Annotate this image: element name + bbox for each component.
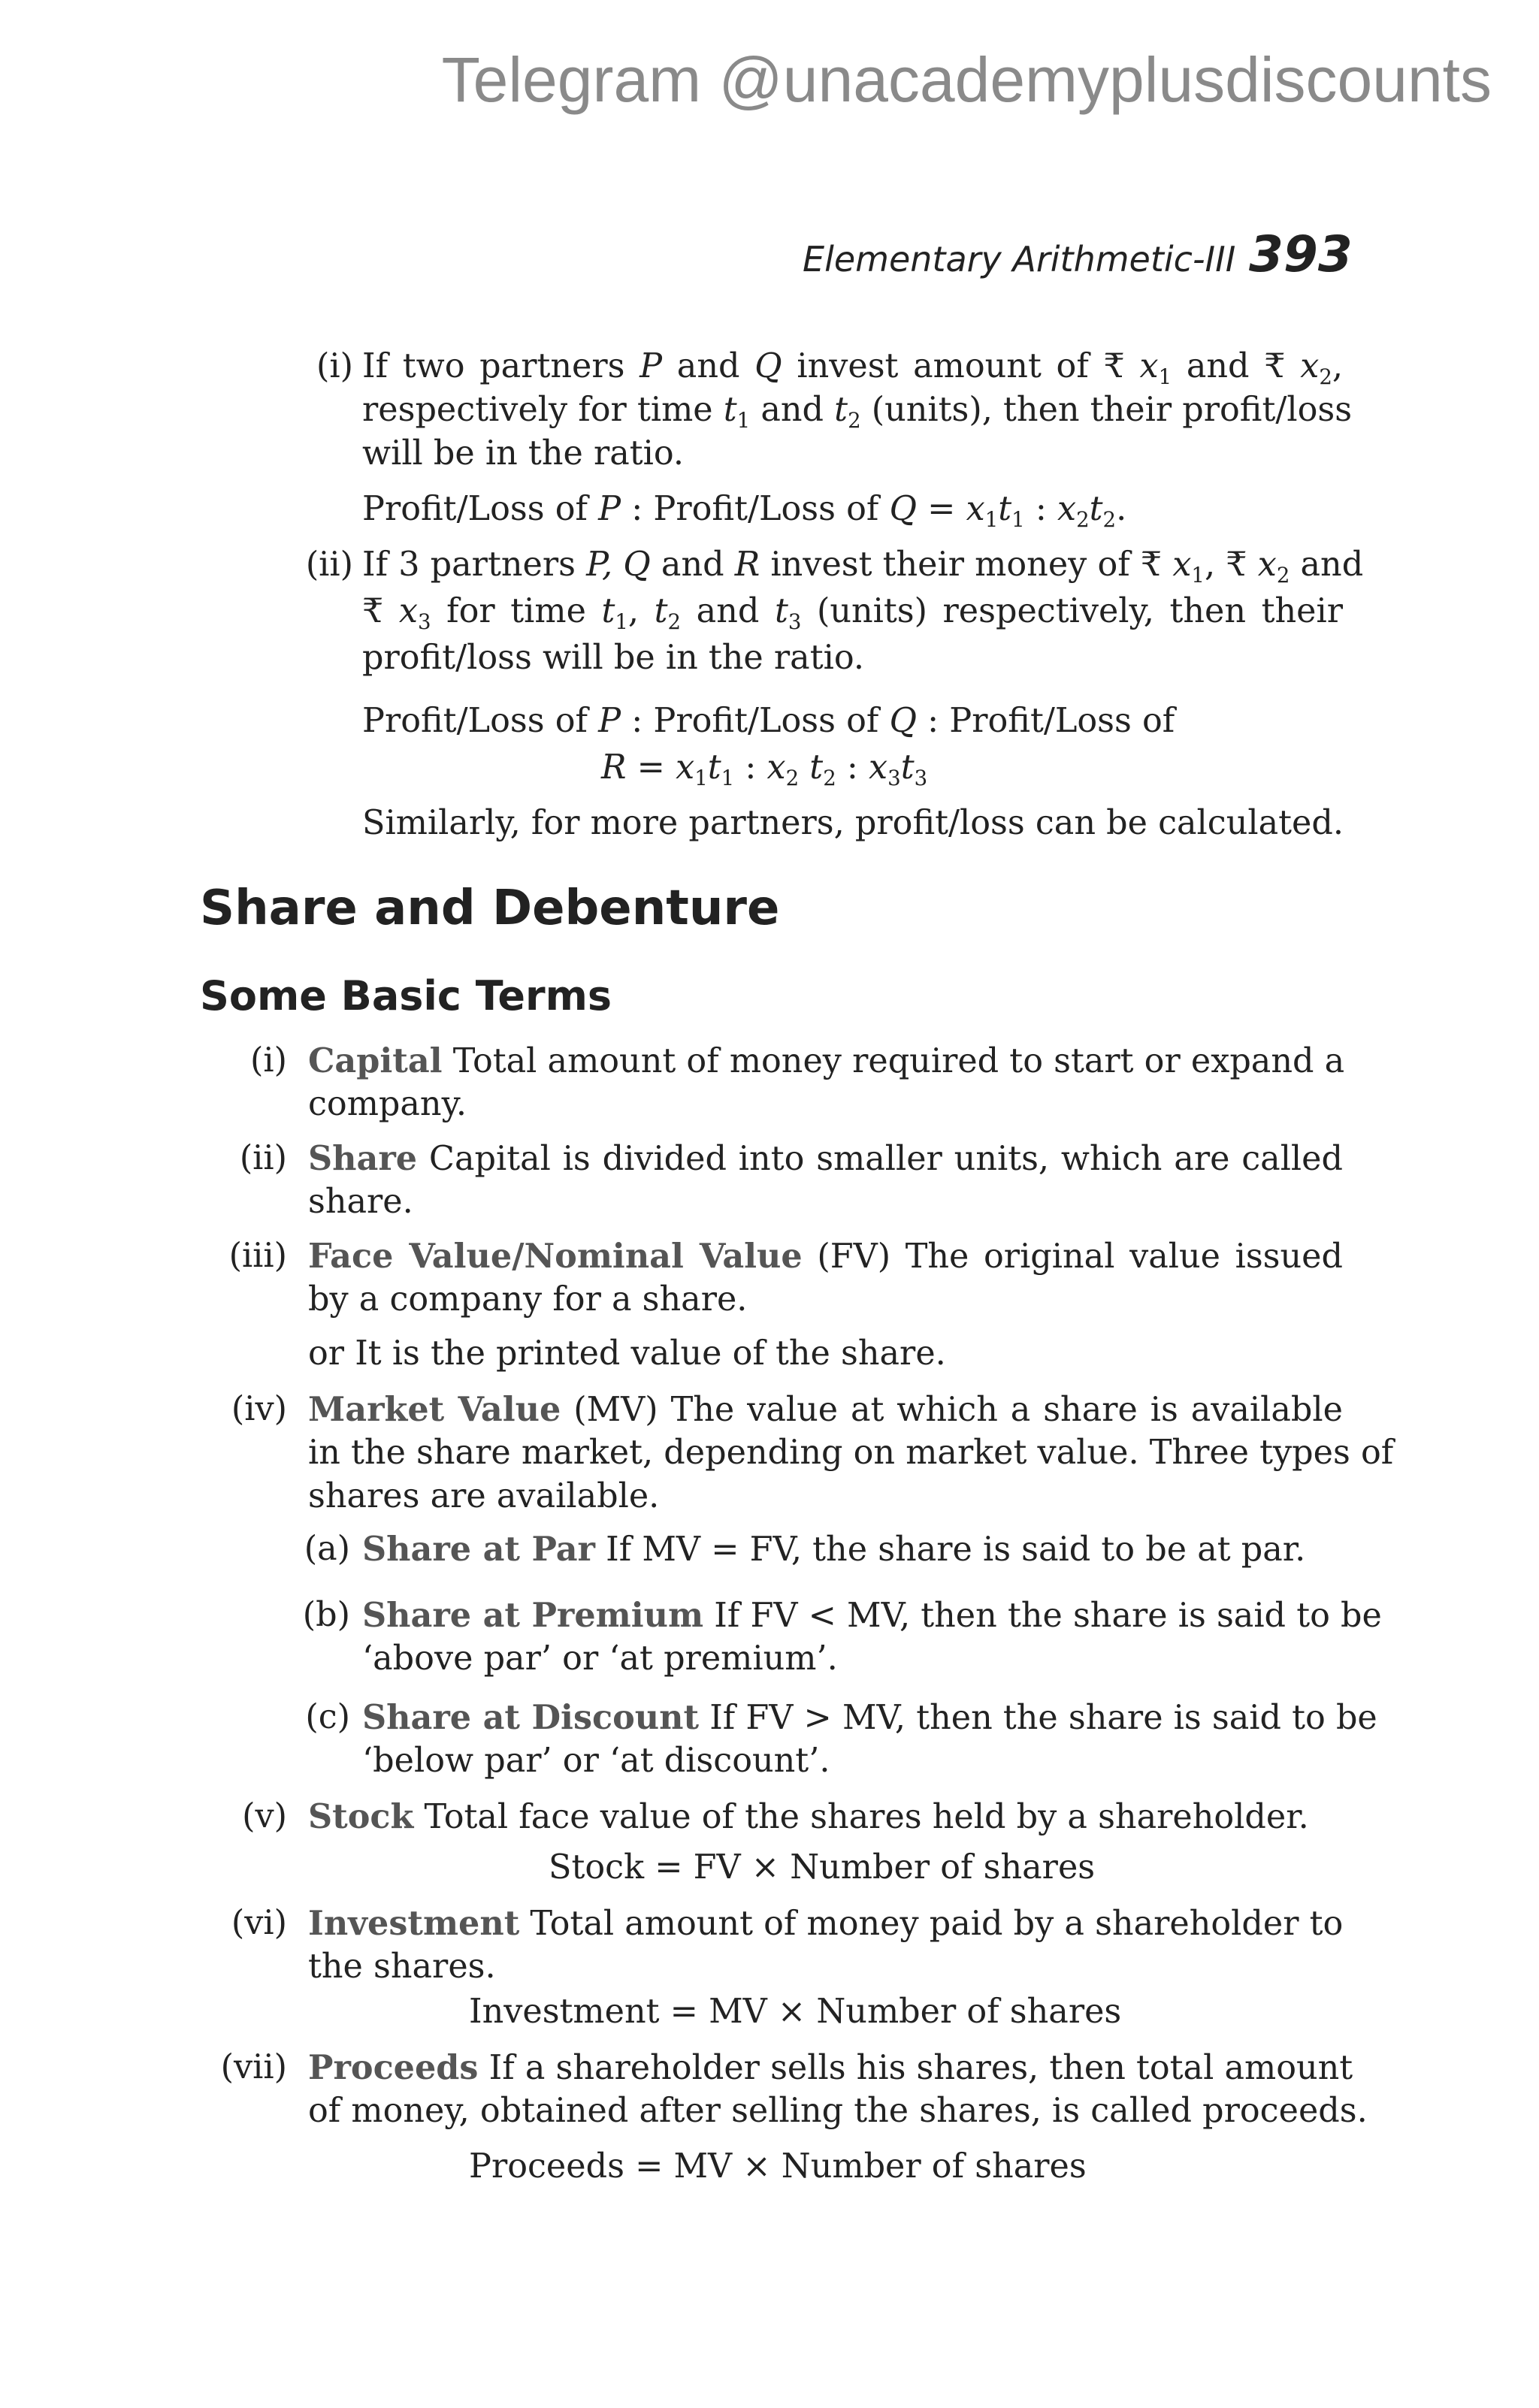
subsection-title: Some Basic Terms xyxy=(200,972,612,1020)
term-number: (i) xyxy=(250,1041,287,1080)
term-market-value-line-3: shares are available. xyxy=(308,1477,660,1515)
term-market-value: Market Value xyxy=(308,1390,561,1429)
term-number: (vii) xyxy=(220,2048,287,2086)
term-share-at-par: Share at Par xyxy=(362,1530,596,1569)
share-at-premium-line-1: Share at Premium If FV < MV, then the share is said to be xyxy=(362,1596,1382,1635)
page-number: 393 xyxy=(1249,225,1353,283)
term-number: (v) xyxy=(242,1797,287,1835)
term-face-value-line-2: by a company for a share. xyxy=(308,1280,748,1319)
partnership-i-line-2: respectively for time $t_1$ and $t_2$ (units), then their profit/loss xyxy=(362,391,1353,433)
term-number: (ii) xyxy=(239,1139,287,1177)
share-at-par-line-1: Share at Par If MV = FV, the share is said to be at par. xyxy=(362,1530,1306,1569)
section-title: Share and Debenture xyxy=(200,881,780,936)
term-face-value: Face Value/Nominal Value xyxy=(308,1237,803,1276)
watermark: Telegram @unacademyplusdiscounts xyxy=(441,44,1492,115)
partnership-ii-line-1: If 3 partners P, Q and R invest their money of ₹ $x_1$, ₹ $x_2$ and xyxy=(362,545,1364,588)
share-at-discount-line-2: ‘below par’ or ‘at discount’. xyxy=(362,1742,830,1780)
share-at-premium-line-2: ‘above par’ or ‘at premium’. xyxy=(362,1639,838,1678)
term-capital: Capital xyxy=(308,1041,443,1080)
term-stock-line-1: Stock Total face value of the shares held by a shareholder. xyxy=(308,1797,1309,1836)
stock-formula: Stock = FV × Number of shares xyxy=(549,1848,1096,1887)
investment-formula: Investment = MV × Number of shares xyxy=(469,1993,1122,2031)
partnership-closing: Similarly, for more partners, profit/loss can be calculated. xyxy=(362,804,1344,842)
term-number: (vi) xyxy=(231,1904,287,1942)
proceeds-formula: Proceeds = MV × Number of shares xyxy=(469,2147,1087,2186)
term-proceeds: Proceeds xyxy=(308,2048,479,2087)
share-type-letter: (a) xyxy=(304,1530,350,1568)
term-number: (iii) xyxy=(228,1237,287,1275)
partnership-ii-formula-2: $R = x_1t_1$ : $x_2$ $t_2$ : $x_3t_3$ xyxy=(601,748,928,790)
term-face-value-line-1: Face Value/Nominal Value (FV) The original value issued xyxy=(308,1237,1343,1276)
term-proceeds-line-1: Proceeds If a shareholder sells his shares, then total amount xyxy=(308,2048,1353,2087)
partnership-i-formula: Profit/Loss of P : Profit/Loss of $Q = x_1t_1$ : $x_2t_2$. xyxy=(362,490,1127,532)
term-number: (iv) xyxy=(231,1390,287,1428)
item-number: (ii) xyxy=(305,545,353,584)
term-share-line-1: Share Capital is divided into smaller units, which are called xyxy=(308,1139,1343,1178)
term-investment-line-2: the shares. xyxy=(308,1947,496,1986)
share-type-letter: (b) xyxy=(302,1596,350,1634)
term-stock: Stock xyxy=(308,1797,414,1836)
term-proceeds-line-2: of money, obtained after selling the shares, is called proceeds. xyxy=(308,2092,1368,2130)
running-title: Elementary Arithmetic-III xyxy=(803,239,1236,279)
term-share-line-2: share. xyxy=(308,1183,413,1221)
partnership-ii-line-2: ₹ $x_3$ for time $t_1$, $t_2$ and $t_3$ (units) respectively, then their xyxy=(362,592,1343,634)
partnership-i-line-1: If two partners P and Q invest amount of ₹ $x_1$ and ₹ $x_2$, xyxy=(362,347,1344,389)
term-investment-line-1: Investment Total amount of money paid by a shareholder to xyxy=(308,1904,1344,1943)
term-investment: Investment xyxy=(308,1904,520,1943)
term-share-at-discount: Share at Discount xyxy=(362,1698,700,1737)
term-capital-line-1: Capital Total amount of money required to start or expand a xyxy=(308,1041,1345,1080)
share-type-letter: (c) xyxy=(305,1698,350,1736)
partnership-ii-line-3: profit/loss will be in the ratio. xyxy=(362,639,864,677)
partnership-i-line-3: will be in the ratio. xyxy=(362,434,685,473)
partnership-ii-formula-1: Profit/Loss of P : Profit/Loss of Q : Profit/Loss of xyxy=(362,702,1175,740)
term-capital-line-2: company. xyxy=(308,1085,467,1123)
item-number: (i) xyxy=(316,347,353,385)
term-market-value-line-2: in the share market, depending on market value. Three types of xyxy=(308,1434,1394,1472)
share-at-discount-line-1: Share at Discount If FV > MV, then the share is said to be xyxy=(362,1698,1377,1737)
term-share: Share xyxy=(308,1139,418,1178)
term-face-value-extra: or It is the printed value of the share. xyxy=(308,1334,946,1373)
term-market-value-line-1: Market Value (MV) The value at which a share is available xyxy=(308,1390,1343,1429)
term-share-at-premium: Share at Premium xyxy=(362,1596,704,1635)
